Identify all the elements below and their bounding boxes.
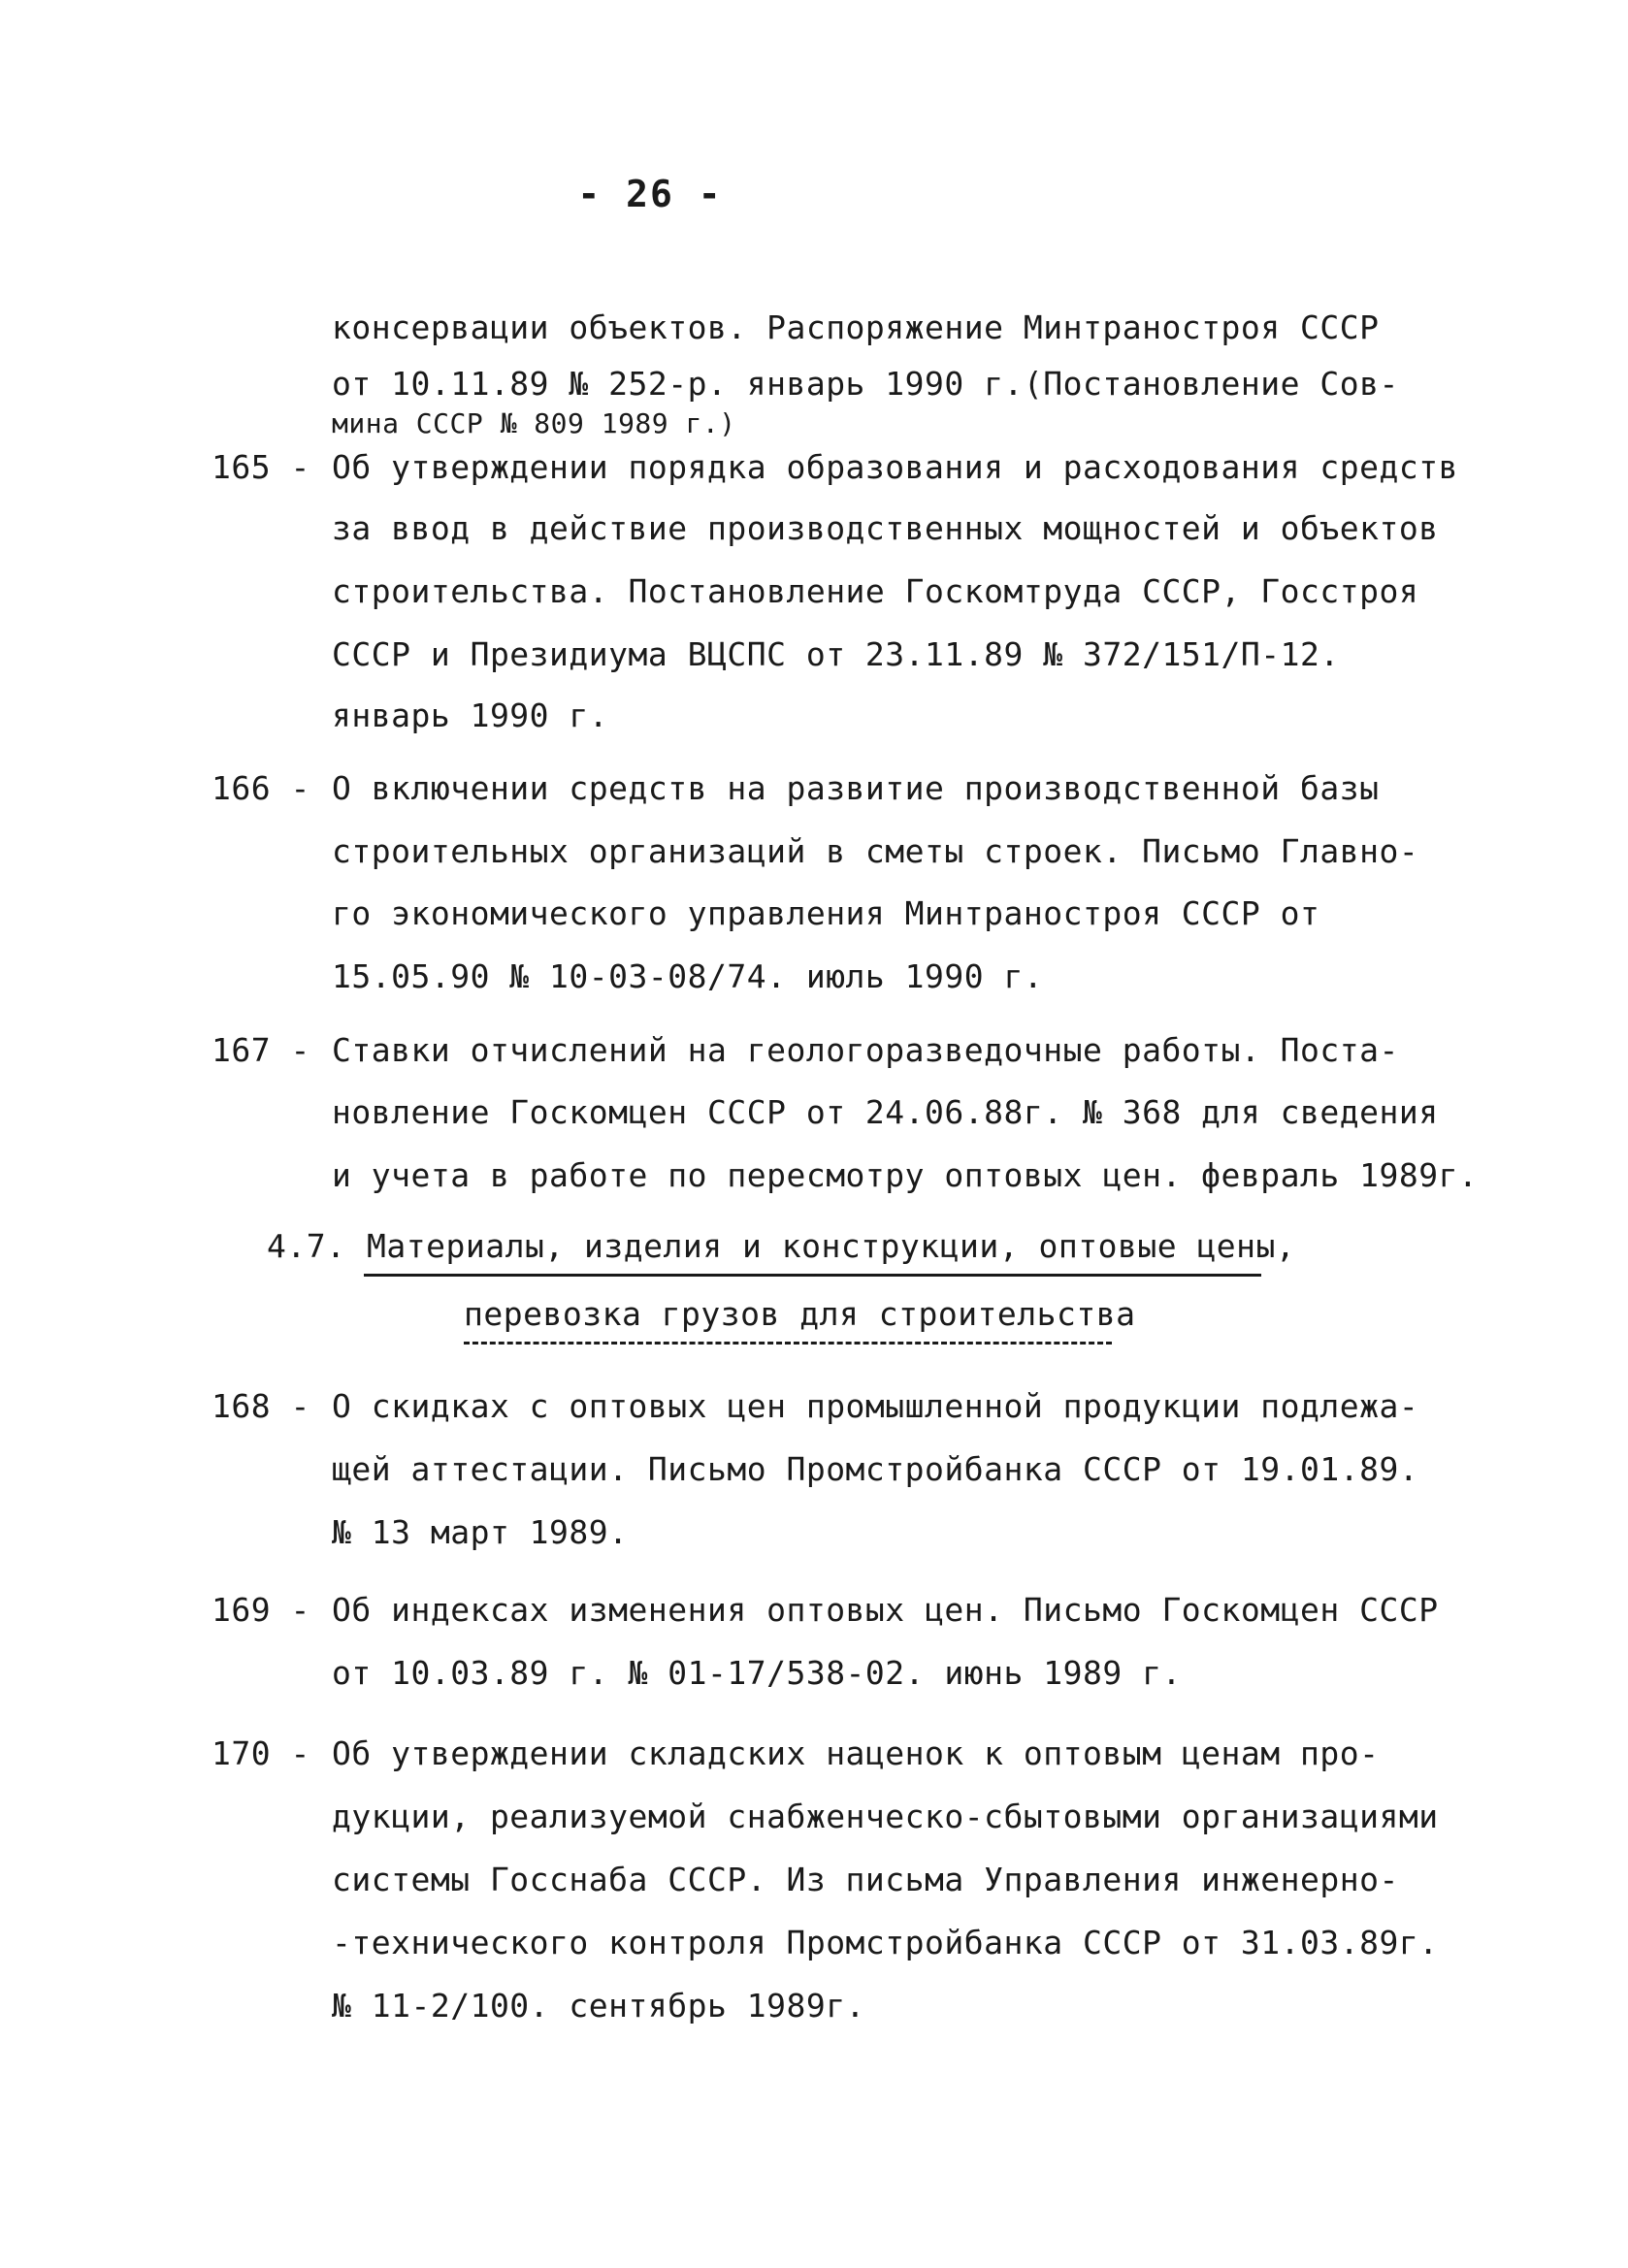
- entry-line: от 10.03.89 г. № 01-17/538-02. июнь 1989 г.: [332, 1654, 1182, 1692]
- entry-line: дукции, реализуемой снабженческо-сбытовыми организациями: [332, 1798, 1439, 1835]
- entry-line: Ставки отчислений на геологоразведочные работы. Поста-: [332, 1031, 1399, 1069]
- entry-number: 170 -: [212, 1734, 310, 1772]
- section-title-dashed-underline: [464, 1342, 1112, 1345]
- section-title-underline: [364, 1274, 1261, 1277]
- section-title-line2: перевозка грузов для строительства: [464, 1295, 1136, 1333]
- section-number: 4.7.: [267, 1227, 346, 1265]
- entry-line: 15.05.90 № 10-03-08/74. июль 1990 г.: [332, 957, 1044, 995]
- entry-line: Об утверждении складских наценок к оптовым ценам про-: [332, 1734, 1380, 1772]
- entry-line: СССР и Президиума ВЦСПС от 23.11.89 № 372/151/П-12.: [332, 635, 1340, 673]
- entry-line: январь 1990 г.: [332, 697, 609, 734]
- entry-line: новление Госкомцен СССР от 24.06.88г. № 368 для сведения: [332, 1093, 1439, 1131]
- entry-line: № 13 март 1989.: [332, 1513, 629, 1551]
- entry-line: системы Госснаба СССР. Из письма Управления инженерно-: [332, 1861, 1399, 1898]
- entry-line: щей аттестации. Письмо Промстройбанка СССР от 19.01.89.: [332, 1450, 1419, 1488]
- entry-line: строительных организаций в сметы строек. Письмо Главно-: [332, 832, 1419, 870]
- entry-line: Об индексах изменения оптовых цен. Письмо Госкомцен СССР: [332, 1591, 1439, 1629]
- entry-line: и учета в работе по пересмотру оптовых цен. февраль 1989г.: [332, 1156, 1479, 1194]
- intro-line: от 10.11.89 № 252-р. январь 1990 г.(Постановление Сов-: [332, 365, 1399, 403]
- entry-line: го экономического управления Минтраностроя СССР от: [332, 894, 1320, 932]
- entry-line: № 11-2/100. сентябрь 1989г.: [332, 1987, 865, 2025]
- section-title-line1: Материалы, изделия и конструкции, оптовые цены,: [367, 1227, 1296, 1265]
- entry-line: за ввод в действие производственных мощностей и объектов: [332, 509, 1439, 547]
- intro-line: консервации объектов. Распоряжение Минтраностроя СССР: [332, 308, 1380, 346]
- entry-number: 167 -: [212, 1031, 310, 1069]
- entry-number: 169 -: [212, 1591, 310, 1629]
- entry-line: О включении средств на развитие производственной базы: [332, 769, 1380, 807]
- intro-line: мина СССР № 809 1989 г.): [332, 407, 736, 439]
- entry-line: О скидках с оптовых цен промышленной продукции подлежа-: [332, 1387, 1419, 1425]
- entry-line: -технического контроля Промстройбанка СССР от 31.03.89г.: [332, 1924, 1439, 1961]
- page-number: - 26 -: [577, 173, 723, 215]
- entry-line: Об утверждении порядка образования и расходования средств: [332, 448, 1458, 486]
- entry-number: 166 -: [212, 769, 310, 807]
- entry-line: строительства. Постановление Госкомтруда СССР, Госстроя: [332, 572, 1419, 610]
- entry-number: 168 -: [212, 1387, 310, 1425]
- entry-number: 165 -: [212, 448, 310, 486]
